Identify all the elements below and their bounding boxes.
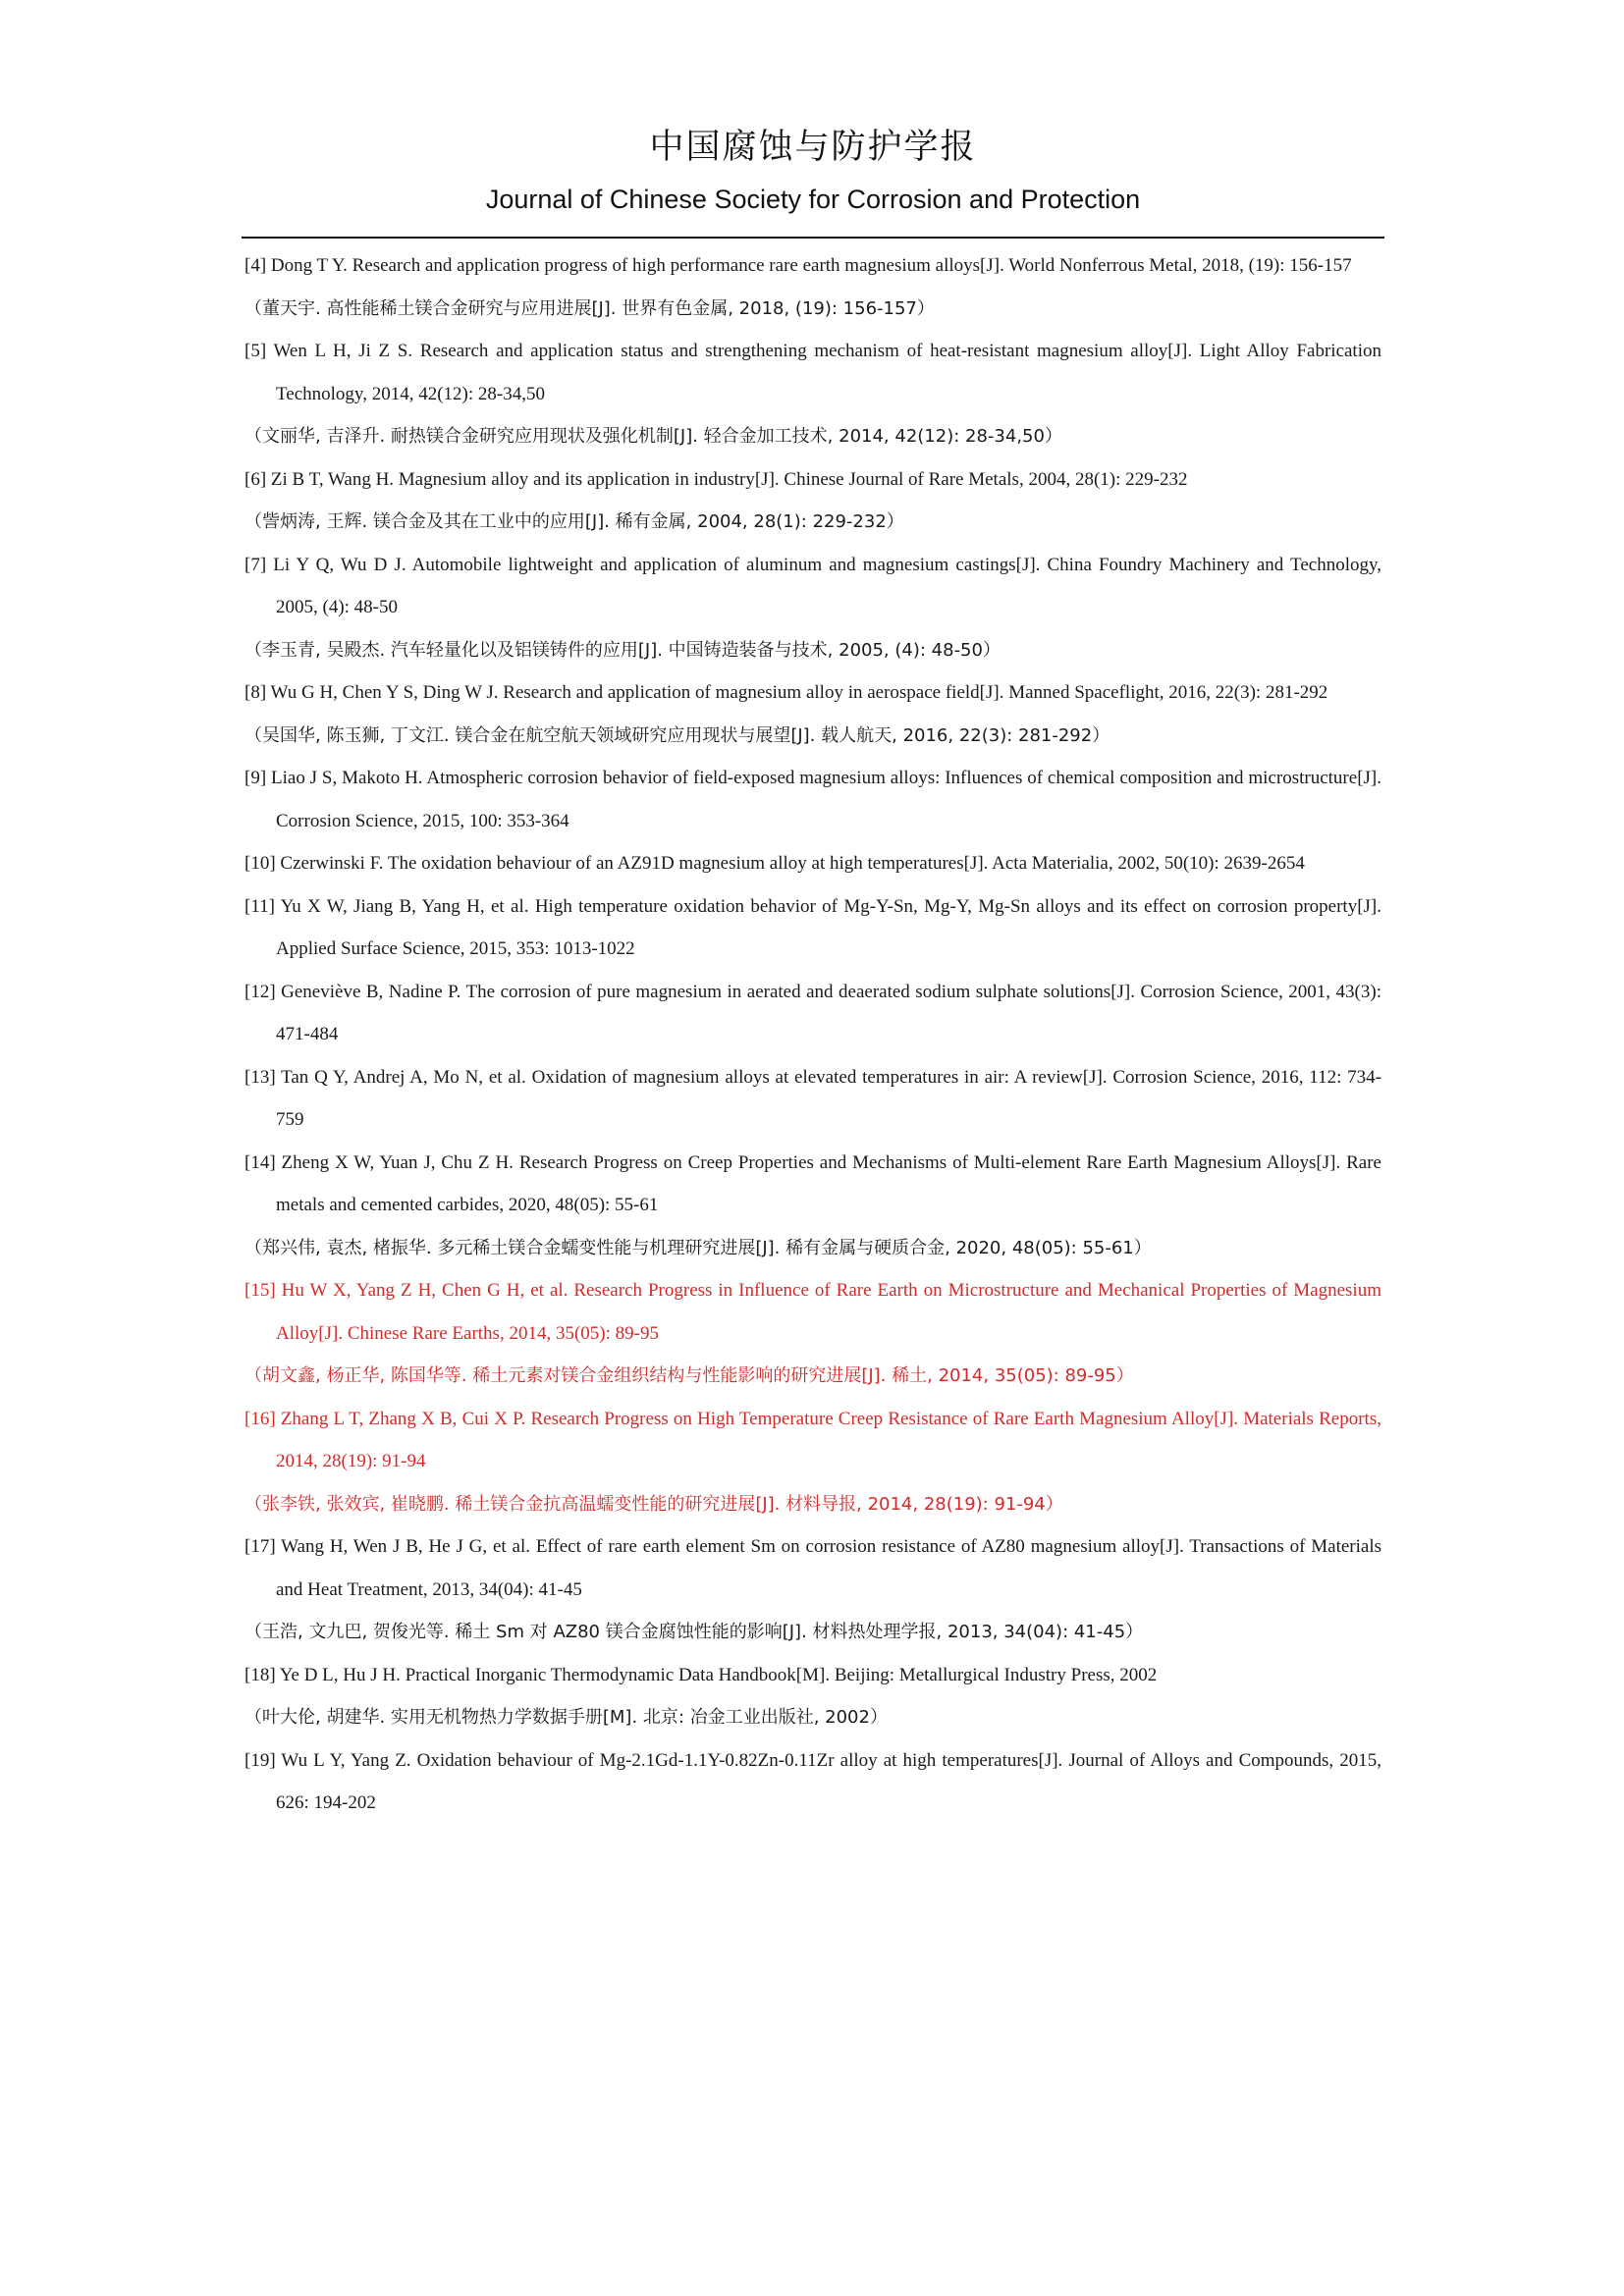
reference-11: [11] Yu X W, Jiang B, Yang H, et al. High temperature oxidation behavior of Mg-Y-Sn, Mg-Y, Mg-Sn alloys and its effect on corrosion property[J]. Applied Surface Science, 2015, 353: 1013-1022 bbox=[244, 895, 1381, 959]
reference-14-chinese: （郑兴伟, 袁杰, 楮振华. 多元稀土镁合金蠕变性能与机理研究进展[J]. 稀有金属与硬质合金, 2020, 48(05): 55-61） bbox=[244, 1237, 1152, 1258]
journal-title-english: Journal of Chinese Society for Corrosion and Protection bbox=[485, 185, 1141, 214]
reference-10: [10] Czerwinski F. The oxidation behaviour of an AZ91D magnesium alloy at high temperatures[J]. Acta Materialia, 2002, 50(10): 2639-2654 bbox=[244, 853, 1305, 874]
reference-8-chinese: （吴国华, 陈玉狮, 丁文江. 镁合金在航空航天领域研究应用现状与展望[J]. 载人航天, 2016, 22(3): 281-292） bbox=[244, 724, 1110, 746]
reference-18: [18] Ye D L, Hu J H. Practical Inorganic Thermodynamic Data Handbook[M]. Beijing: Metallurgical Industry Press, 2002 bbox=[244, 1664, 1158, 1685]
reference-14: [14] Zheng X W, Yuan J, Chu Z H. Research Progress on Creep Properties and Mechanisms of Multi-element Rare Earth Magnesium Alloys[J]. Rare metals and cemented carbides, 2020, 48(05): 55-61 bbox=[244, 1151, 1381, 1215]
reference-7: [7] Li Y Q, Wu D J. Automobile lightweight and application of aluminum and magnesium castings[J]. China Foundry Machinery and Technology, 2005, (4): 48-50 bbox=[244, 554, 1381, 617]
reference-9: [9] Liao J S, Makoto H. Atmospheric corrosion behavior of field-exposed magnesium alloys: Influences of chemical composition and microstructure[J]. Corrosion Science, 2015, 100: 353-364 bbox=[244, 768, 1381, 831]
reference-4-chinese: （董天宇. 高性能稀土镁合金研究与应用进展[J]. 世界有色金属, 2018, (19): 156-157） bbox=[244, 297, 935, 319]
reference-5: [5] Wen L H, Ji Z S. Research and application status and strengthening mechanism of heat-resistant magnesium alloy[J]. Light Alloy Fabrication Technology, 2014, 42(12): 28-34,50 bbox=[244, 341, 1381, 404]
reference-17: [17] Wang H, Wen J B, He J G, et al. Effect of rare earth element Sm on corrosion resistance of AZ80 magnesium alloy[J]. Transactions of Materials and Heat Treatment, 2013, 34(04): 41-45 bbox=[244, 1536, 1381, 1600]
reference-15-highlighted: [15] Hu W X, Yang Z H, Chen G H, et al. Research Progress in Influence of Rare Earth on Microstructure and Mechanical Properties of Magnesium Alloy[J]. Chinese Rare Earths, 2014, 35(05): 89-95 bbox=[244, 1280, 1381, 1344]
header-divider bbox=[242, 237, 1384, 239]
reference-6: [6] Zi B T, Wang H. Magnesium alloy and its application in industry[J]. Chinese Journal of Rare Metals, 2004, 28(1): 229-232 bbox=[244, 468, 1188, 490]
reference-12: [12] Geneviève B, Nadine P. The corrosion of pure magnesium in aerated and deaerated sodium sulphate solutions[J]. Corrosion Science, 2001, 43(3): 471-484 bbox=[244, 981, 1381, 1044]
reference-15-chinese-highlighted: （胡文鑫, 杨正华, 陈国华等. 稀土元素对镁合金组织结构与性能影响的研究进展[J]. 稀土, 2014, 35(05): 89-95） bbox=[244, 1365, 1134, 1386]
journal-header bbox=[242, 126, 1384, 216]
reference-17-chinese: （王浩, 文九巴, 贺俊光等. 稀土 Sm 对 AZ80 镁合金腐蚀性能的影响[J]. 材料热处理学报, 2013, 34(04): 41-45） bbox=[244, 1622, 1144, 1642]
reference-16-chinese-highlighted: （张李铁, 张效宾, 崔晓鹏. 稀土镁合金抗高温蠕变性能的研究进展[J]. 材料导报, 2014, 28(19): 91-94） bbox=[244, 1493, 1063, 1515]
journal-title-chinese: 中国腐蚀与防护学报 bbox=[649, 128, 977, 167]
reference-4: [4] Dong T Y. Research and application progress of high performance rare earth magnesium alloys[J]. World Nonferrous Metal, 2018, (19): 156-157 bbox=[244, 255, 1352, 276]
reference-18-chinese: （叶大伦, 胡建华. 实用无机物热力学数据手册[M]. 北京: 冶金工业出版社, 2002） bbox=[244, 1707, 888, 1728]
reference-list bbox=[244, 244, 1381, 1825]
reference-16-highlighted: [16] Zhang L T, Zhang X B, Cui X P. Research Progress on High Temperature Creep Resistance of Rare Earth Magnesium Alloy[J]. Materials Reports, 2014, 28(19): 91-94 bbox=[244, 1408, 1381, 1471]
reference-6-chinese: （訾炳涛, 王辉. 镁合金及其在工业中的应用[J]. 稀有金属, 2004, 28(1): 229-232） bbox=[244, 511, 904, 532]
reference-8: [8] Wu G H, Chen Y S, Ding W J. Research and application of magnesium alloy in aerospace field[J]. Manned Spaceflight, 2016, 22(3): 281-292 bbox=[244, 682, 1328, 703]
reference-7-chinese: （李玉青, 吴殿杰. 汽车轻量化以及铝镁铸件的应用[J]. 中国铸造装备与技术, 2005, (4): 48-50） bbox=[244, 639, 1001, 661]
reference-19: [19] Wu L Y, Yang Z. Oxidation behaviour of Mg-2.1Gd-1.1Y-0.82Zn-0.11Zr alloy at high temperatures[J]. Journal of Alloys and Compounds, 2015, 626: 194-202 bbox=[244, 1749, 1381, 1813]
reference-13: [13] Tan Q Y, Andrej A, Mo N, et al. Oxidation of magnesium alloys at elevated temperatures in air: A review[J]. Corrosion Science, 2016, 112: 734-759 bbox=[244, 1066, 1381, 1130]
reference-5-chinese: （文丽华, 吉泽升. 耐热镁合金研究应用现状及强化机制[J]. 轻合金加工技术, 2014, 42(12): 28-34,50） bbox=[244, 426, 1062, 447]
